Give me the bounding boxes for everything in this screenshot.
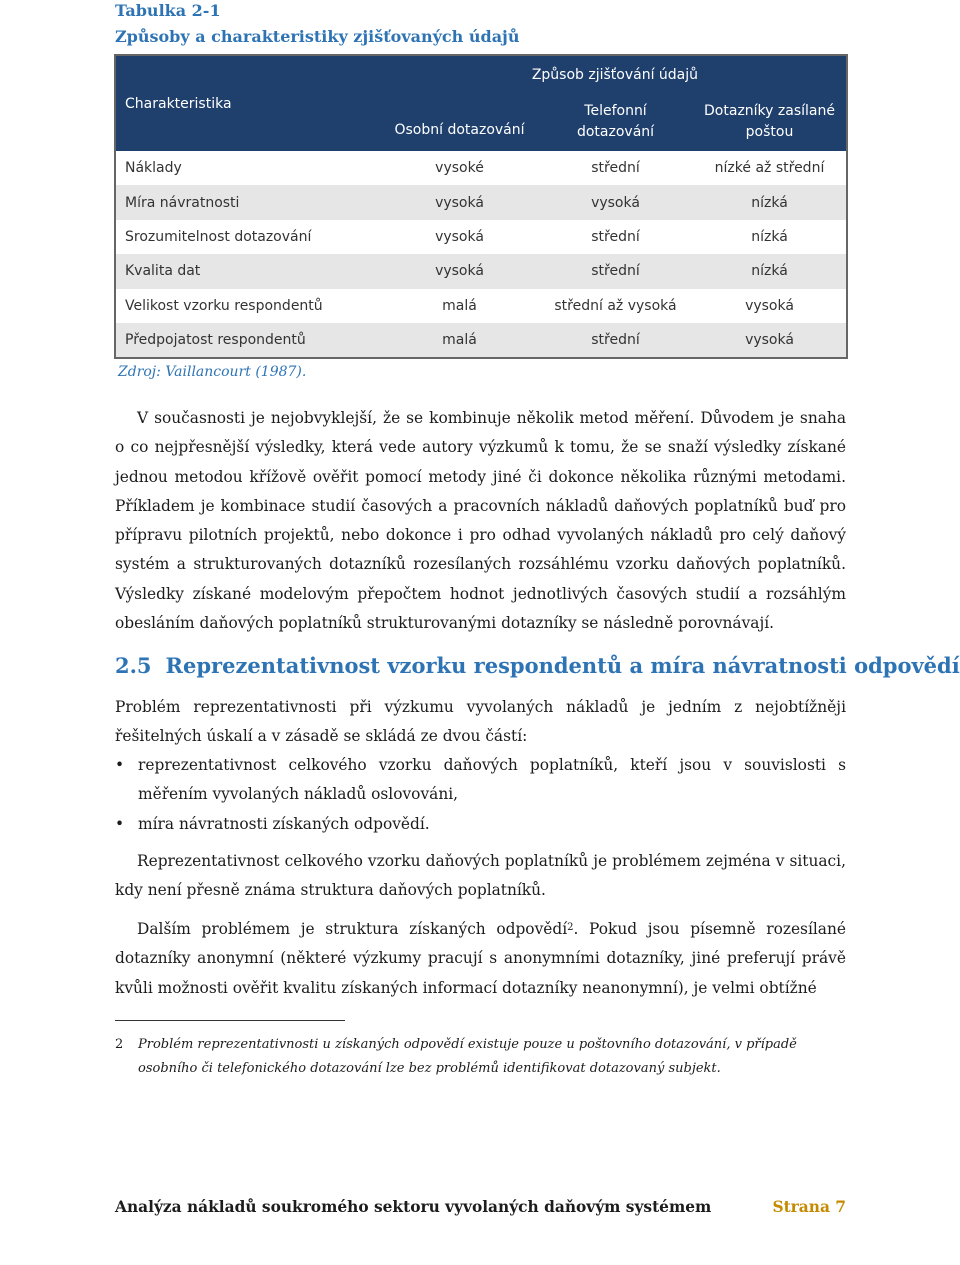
paragraph-structure-text: Reprezentativnost celkového vzorku daňových poplatníků je problémem zejména v situaci, kdy není přesně známa struktura daňových poplatníků. [115,852,846,900]
list-item [115,751,846,810]
section-title: Reprezentativnost vzorku respondentů a míra návratnosti odpovědí [165,653,960,678]
list-item-text: reprezentativnost celkového vzorku daňových poplatníků, kteří jsou v souvislosti s měřením vyvolaných nákladů oslovováni, [138,756,846,804]
row-label: Míra návratnosti [115,185,381,219]
list-item [115,810,846,839]
header-mail-line1: Dotazníky zasílané [704,103,835,119]
row-label: Velikost vzorku respondentů [115,289,381,323]
cell-mail: vysoká [693,289,847,323]
cell-phone: střední [538,151,693,185]
cell-phone: střední až vysoká [538,289,693,323]
paragraph-responses-text-a: Dalším problémem je struktura získaných odpovědí [137,920,568,938]
header-phone [538,93,693,151]
cell-phone: střední [538,323,693,358]
footnote-text: Problém reprezentativnosti u získaných odpovědí existuje pouze u poštovního dotazování, v případě osobního či telefonického dotazování lze bez problémů identifikovat dotazovaný subjekt. [138,1037,797,1076]
table-label: Tabulka 2-1 [115,1,221,20]
table-caption: Způsoby a charakteristiky zjišťovaných údajů [115,27,520,46]
table-row [115,289,847,323]
paragraph-structure [115,847,846,906]
cell-mail: nízké až střední [693,151,847,185]
header-personal: Osobní dotazování [381,93,538,151]
header-group: Způsob zjišťování údajů [381,55,847,93]
header-phone-line2: dotazování [576,124,655,140]
row-label: Srozumitelnost dotazování [115,220,381,254]
header-phone-line1: Telefonní [584,103,647,119]
paragraph-methods-text: V současnosti je nejobvyklejší, že se kombinuje několik metod měření. Důvodem je snaha o co nejpřesnější výsledky, která vede autory výzkumů k tomu, že se snaží výsledky získané jednou metodou křížově ověřit pomocí metody jiné či dokonce několika různými metodami. Příkladem je kombinace studií časových a pracovních nákladů daňových poplatníků buď pro přípravu pilotních projektů, nebo dokonce i pro odhad vyvolaných nákladů pro celý daňový systém a strukturovaných dotazníků rozesílaných rozsáhlému vzorku daňových poplatníků. Výsledky získané modelovým přepočtem hodnot jednotlivých časových studií a rozsáhlým obesláním daňových poplatníků strukturovanými dotazníky se následně porovnávají. [115,409,846,633]
footnote [115,1033,846,1081]
header-mail-line2: poštou [745,124,794,140]
row-label: Náklady [115,151,381,185]
section-number: 2.5 [115,653,152,678]
cell-personal: vysoká [381,185,538,219]
cell-mail: nízká [693,220,847,254]
footer-title: Analýza nákladů soukromého sektoru vyvolaných daňovým systémem [115,1198,712,1216]
cell-mail: nízká [693,254,847,288]
paragraph-responses-text-b: . Pokud jsou písemně rozesílané dotazníky anonymní (některé výzkumy pracují s anonymními dotazníky, jiné preferují právě kvůli možnosti ověřit kvalitu získaných informací dotazníky neanonymní), je velmi obtížné [115,920,846,997]
paragraph-responses [115,915,846,1003]
row-label: Kvalita dat [115,254,381,288]
table-row [115,185,847,219]
section-heading [115,653,960,678]
table-row [115,151,847,185]
paragraph-methods [115,404,846,638]
cell-personal: vysoká [381,220,538,254]
page-number: Strana 7 [772,1198,846,1216]
list-item-text: míra návratnosti získaných odpovědí. [138,814,430,833]
cell-personal: malá [381,323,538,358]
header-mail [693,93,847,151]
data-table [114,54,848,359]
cell-personal: vysoké [381,151,538,185]
cell-phone: střední [538,254,693,288]
cell-phone: střední [538,220,693,254]
table-row [115,254,847,288]
bullet-list [115,751,846,839]
bullet-icon: • [115,756,125,774]
footnote-reference: 2 [567,922,574,933]
cell-mail: nízká [693,185,847,219]
cell-phone: vysoká [538,185,693,219]
header-characteristic: Charakteristika [115,55,381,151]
page-footer [115,1198,846,1216]
table-row [115,220,847,254]
table-row [115,323,847,358]
bullet-icon: • [115,814,125,833]
cell-personal: malá [381,289,538,323]
cell-mail: vysoká [693,323,847,358]
cell-personal: vysoká [381,254,538,288]
footnote-divider [115,1020,345,1021]
paragraph-representativeness: Problém reprezentativnosti při výzkumu vyvolaných nákladů je jedním z nejobtížněji řešitelných úskalí a v zásadě se skládá ze dvou částí: [115,698,846,746]
table-source: Zdroj: Vaillancourt (1987). [118,364,307,380]
row-label: Předpojatost respondentů [115,323,381,358]
footnote-number: 2 [115,1037,124,1052]
